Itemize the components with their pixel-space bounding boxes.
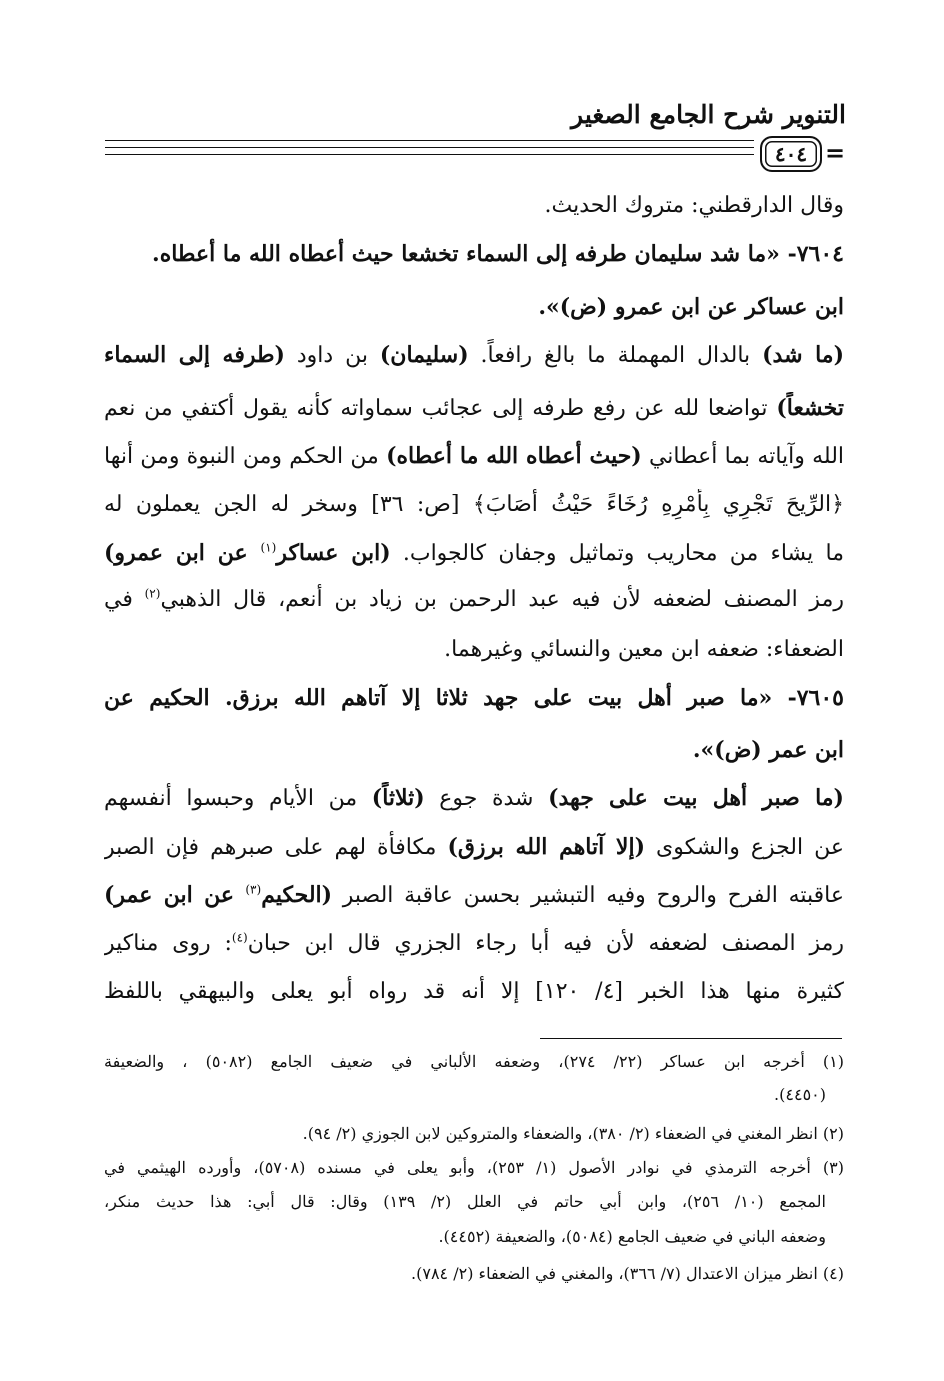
footnote-2: (٢) انظر المغني في الضعفاء (٢/ ٣٨٠)، والضعفاء والمتروكين لابن الجوزي (٢/ ٩٤). bbox=[302, 1124, 844, 1143]
footnote-1-cont: (٤٤٥٠). bbox=[774, 1085, 826, 1104]
text-span: رمز المصنف لضعفه لأن فيه أبا رجاء الجزري قال ابن حبان bbox=[247, 931, 844, 956]
text-span: بن داود bbox=[284, 343, 380, 368]
footnote-ref[interactable]: (٤) bbox=[231, 930, 248, 945]
text-span: من الحكم ومن النبوة ومن أنها bbox=[104, 444, 387, 469]
quoted-term: (ابن عساكر bbox=[276, 540, 391, 566]
text-line bbox=[104, 537, 844, 571]
text-line bbox=[104, 489, 844, 523]
footnote-ref[interactable]: (١) bbox=[260, 540, 277, 555]
text-span: الله وآياته بما أعطاني bbox=[641, 444, 844, 469]
text-span: بالدال المهملة ما بالغ رافعاً. bbox=[468, 343, 763, 368]
footnote-1: (١) أخرجه ابن عساكر (٢٢/ ٢٧٤)، وضعفه الألباني في ضعيف الجامع (٥٠٨٢) ، والضعيفة bbox=[104, 1052, 844, 1071]
hadith-source: ابن عمر (ض)». bbox=[692, 737, 844, 763]
footnote-ref[interactable]: (٢) bbox=[144, 586, 161, 601]
footnote-ref[interactable]: (٣) bbox=[245, 882, 262, 897]
quoted-term: تخشعاً) bbox=[776, 395, 844, 421]
footnote-3-cont: وضعفه الباني في ضعيف الجامع (٥٠٨٤)، والضعيفة (٤٤٥٢). bbox=[438, 1227, 826, 1246]
quoted-term: (طرفه إلى السماء bbox=[104, 342, 285, 368]
text-line bbox=[104, 831, 844, 865]
hadith-heading: ٧٦٠٤- «ما شد سليمان طرفه إلى السماء تخشعا حيث أعطاه الله ما أعطاه. bbox=[152, 241, 844, 267]
hadith-source: ابن عساكر عن ابن عمرو (ض)». bbox=[538, 294, 844, 320]
quoted-term: (ما شد) bbox=[762, 342, 844, 368]
footnote-3: (٣) أخرجه الترمذي في نوادر الأصول (١/ ٢٥٣)، وأبو يعلى في مسنده (٥٧٠٨)، وأورده الهيثمي في bbox=[104, 1158, 844, 1177]
text-line bbox=[104, 879, 844, 913]
text-span: ما يشاء من محاريب وتماثيل وجفان كالجواب. bbox=[390, 541, 844, 566]
quoted-term: (ما صبر أهل بيت على جهد) bbox=[548, 785, 844, 811]
text-span: رمز المصنف لضعفه لأن فيه عبد الرحمن بن زياد بن أنعم، قال الذهبي bbox=[160, 587, 844, 612]
running-title: التنوير شرح الجامع الصغير bbox=[571, 100, 846, 129]
text-span: مكافأة لهم على صبرهم فإن الصبر bbox=[104, 835, 448, 860]
header-rule bbox=[105, 140, 754, 141]
quoted-term: عن ابن عمر) bbox=[104, 882, 246, 908]
header-rule bbox=[105, 154, 754, 155]
text-span: عن الجزع والشكوى bbox=[645, 835, 844, 860]
quoted-term: (حيث أعطاه الله ما أعطاه) bbox=[386, 443, 642, 469]
quran-quote: ﴿الرِّيحَ تَجْرِي بِأَمْرِهِ رُخَاءً حَيْثُ أَصَابَ﴾ bbox=[472, 492, 844, 517]
hadith-heading: ٧٦٠٥- «ما صبر أهل بيت على جهد ثلاثا إلا آتاهم الله برزق. الحكيم عن bbox=[104, 685, 844, 711]
text-line: الضعفاء: ضعفه ابن معين والنسائي وغيرهما. bbox=[444, 637, 844, 662]
text-span: من الأيام وحبسوا أنفسهم bbox=[104, 786, 372, 811]
text-span: تواضعا لله عن رفع طرفه إلى عجائب سماواته كأنه يقول أكتفي من نعم bbox=[104, 396, 777, 421]
quoted-term: (سليمان) bbox=[379, 342, 469, 368]
text-line bbox=[104, 584, 844, 618]
text-span: في bbox=[104, 587, 145, 612]
quoted-term: (ثلاثاً) bbox=[371, 785, 425, 811]
footnote-4: (٤) انظر ميزان الاعتدال (٧/ ٣٦٦)، والمغني في الضعفاء (٢/ ٧٨٤). bbox=[411, 1264, 844, 1283]
text-line bbox=[104, 928, 844, 962]
text-line bbox=[104, 392, 844, 426]
text-span: : روى مناكير bbox=[104, 931, 232, 956]
footnote-separator bbox=[540, 1038, 842, 1039]
text-span: [ص: ٣٦] وسخر له الجن يعملون له bbox=[104, 492, 473, 517]
text-line bbox=[104, 782, 844, 816]
quoted-term: (إلا آتاهم الله برزق) bbox=[447, 834, 645, 860]
ornament-mark: = bbox=[825, 138, 846, 167]
text-span: عاقبته الفرح والروح وفيه التبشير بحسن عاقبة الصبر bbox=[332, 883, 844, 908]
header-rule bbox=[105, 147, 754, 148]
text-line: كثيرة منها هذا الخبر [٤/ ١٢٠] إلا أنه قد رواه أبو يعلى والبيهقي باللفظ bbox=[104, 979, 844, 1004]
text-line: وقال الدارقطني: متروك الحديث. bbox=[544, 193, 844, 218]
text-span: شدة جوع bbox=[424, 786, 549, 811]
text-line bbox=[104, 339, 844, 373]
footnote-3-cont: المجمع (١٠/ ٢٥٦)، وابن أبي حاتم في العلل (٢/ ١٣٩) وقال: قال أبي: هذا حديث منكر، bbox=[104, 1192, 826, 1211]
quoted-term: (الحكيم bbox=[261, 882, 333, 908]
page-number: ٤٠٤ bbox=[760, 136, 822, 172]
quoted-term: عن ابن عمرو) bbox=[104, 540, 261, 566]
text-line bbox=[104, 440, 844, 474]
